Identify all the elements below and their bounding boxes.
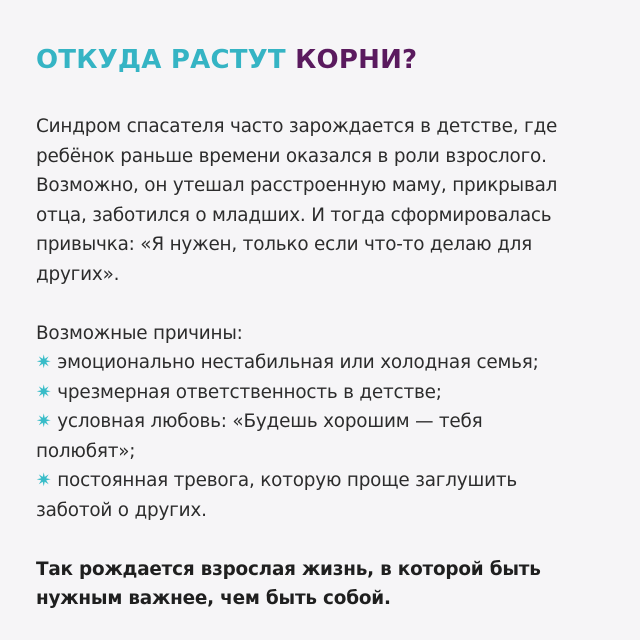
list-item [36, 407, 616, 466]
title-part-purple: КОРНИ? [295, 45, 418, 75]
slide-page [36, 42, 616, 614]
list-item [36, 466, 616, 525]
content-body [36, 112, 616, 614]
sparkle-icon: ✷ [36, 411, 52, 432]
intro-line: ребёнок раньше времени оказался в роли взрослого. [36, 145, 547, 167]
spacer [36, 289, 616, 319]
intro-line: Возможно, он утешал расстроенную маму, прикрывал [36, 175, 558, 196]
list-item [36, 378, 616, 408]
intro-line: Синдром спасателя часто зарождается в детстве, где [36, 116, 558, 137]
list-item-text: условная любовь: «Будешь хорошим — тебя [57, 411, 483, 432]
intro-line: отца, заботился о младших. И тогда сформировалась [36, 204, 552, 226]
conclusion-line: нужным важнее, чем быть собой. [36, 588, 391, 609]
sparkle-icon: ✷ [36, 352, 52, 373]
spacer [36, 525, 616, 555]
conclusion-line: Так рождается взрослая жизнь, в которой быть [36, 558, 541, 580]
sparkle-icon: ✷ [36, 381, 52, 403]
list-item-text: постоянная тревога, которую проще заглушить [57, 470, 517, 491]
sparkle-icon: ✷ [36, 470, 52, 491]
intro-line: привычка: «Я нужен, только если что-то делаю для [36, 234, 533, 255]
conclusion-text [36, 555, 616, 614]
page-title [36, 42, 616, 78]
list-item [36, 348, 616, 378]
intro-paragraph [36, 112, 616, 289]
causes-list [36, 348, 616, 525]
list-item-text-cont: заботой о других. [36, 499, 207, 521]
intro-line: других». [36, 263, 120, 285]
causes-heading: Возможные причины: [36, 322, 243, 344]
title-part-teal: ОТКУДА РАСТУТ [36, 45, 286, 75]
list-item-text: эмоционально нестабильная или холодная семья; [57, 352, 539, 373]
list-item-text-cont: полюбят»; [36, 440, 136, 462]
list-item-text: чрезмерная ответственность в детстве; [57, 381, 442, 403]
